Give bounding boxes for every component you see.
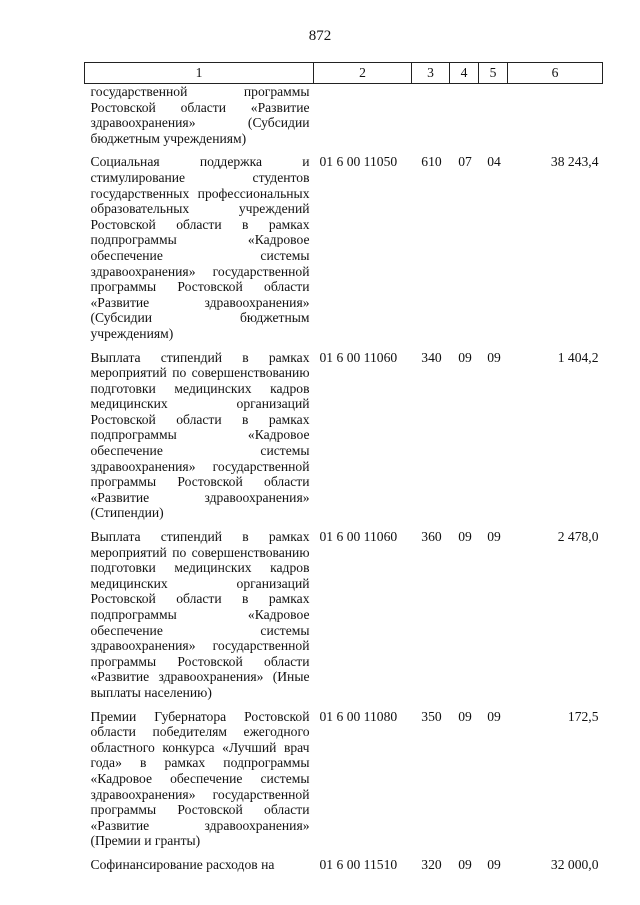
row-code: 01 6 00 11050 (319, 154, 398, 170)
row-name: государственной программы Ростовской области «Развитие здравоохранения» (Субсидии бюджетным учреждениям) (90, 84, 310, 146)
row-amount: 172,5 (567, 708, 599, 724)
row-name: Выплата стипендий в рамках мероприятий по совершенствованию подготовки медицинских кадров медицинских организаций Ростовской области в рамках подпрограммы «Кадровое обеспечение системы здравоохранения» государственной программы Ростовской области «Развитие здравоохранения» (Стипендии) (90, 349, 310, 521)
row-subsection: 09 (487, 529, 501, 545)
page-number: 872 (308, 28, 332, 44)
header-col-2: 2 (314, 63, 412, 84)
table-row (85, 350, 603, 522)
row-code: 01 6 00 11080 (319, 708, 398, 724)
row-code: 01 6 00 11510 (319, 856, 398, 872)
row-section (450, 84, 479, 147)
row-code (314, 84, 412, 147)
header-col-5: 5 (479, 63, 508, 84)
row-subsection: 09 (487, 708, 501, 724)
row-expense-type (412, 84, 450, 147)
row-subsection: 09 (487, 349, 501, 365)
header-col-4: 4 (450, 63, 479, 84)
row-name: Выплата стипендий в рамках мероприятий по совершенствованию подготовки медицинских кадров медицинских организаций Ростовской области в рамках подпрограммы «Кадровое обеспечение системы здравоохранения» государственной программы Ростовской области «Развитие здравоохранения» (Иные выплаты населению) (90, 529, 310, 700)
row-amount: 1 404,2 (557, 349, 599, 365)
table-row (85, 529, 603, 701)
header-col-1: 1 (85, 63, 314, 84)
row-code: 01 6 00 11060 (319, 349, 398, 365)
header-col-3: 3 (412, 63, 450, 84)
row-expense-type: 320 (421, 856, 442, 872)
row-name: Софинансирование расходов на (90, 856, 275, 872)
row-expense-type: 340 (421, 349, 442, 365)
row-amount: 32 000,0 (550, 856, 599, 872)
row-subsection: 04 (487, 154, 501, 170)
table-row (85, 154, 603, 341)
budget-table (84, 62, 603, 873)
row-expense-type: 360 (421, 529, 442, 545)
row-section: 09 (458, 529, 472, 545)
row-expense-type: 610 (421, 154, 442, 170)
row-name: Социальная поддержка и стимулирование студентов государственных профессиональных образовательных учреждений Ростовской области в рамках подпрограммы «Кадровое обеспечение системы здравоохранения» государственной программы Ростовской области «Развитие здравоохранения» (Субсидии бюджетным учреждениям) (90, 154, 310, 341)
row-code: 01 6 00 11060 (319, 529, 398, 545)
table-header-row (85, 63, 603, 84)
row-expense-type: 350 (421, 708, 442, 724)
header-col-6: 6 (508, 63, 603, 84)
row-amount: 2 478,0 (557, 529, 599, 545)
row-section: 07 (458, 154, 472, 170)
row-amount: 38 243,4 (550, 154, 599, 170)
row-name: Премии Губернатора Ростовской области победителям ежегодного областного конкурса «Лучший врач года» в рамках подпрограммы «Кадровое обеспечение системы здравоохранения» государственной программы Ростовской области «Развитие здравоохранения» (Премии и гранты) (90, 708, 310, 849)
table-row (85, 84, 603, 147)
row-section: 09 (458, 856, 472, 872)
row-section: 09 (458, 708, 472, 724)
table-row (85, 709, 603, 849)
row-amount (508, 84, 603, 147)
table-row (85, 857, 603, 873)
row-section: 09 (458, 349, 472, 365)
row-subsection (479, 84, 508, 147)
row-subsection: 09 (487, 856, 501, 872)
